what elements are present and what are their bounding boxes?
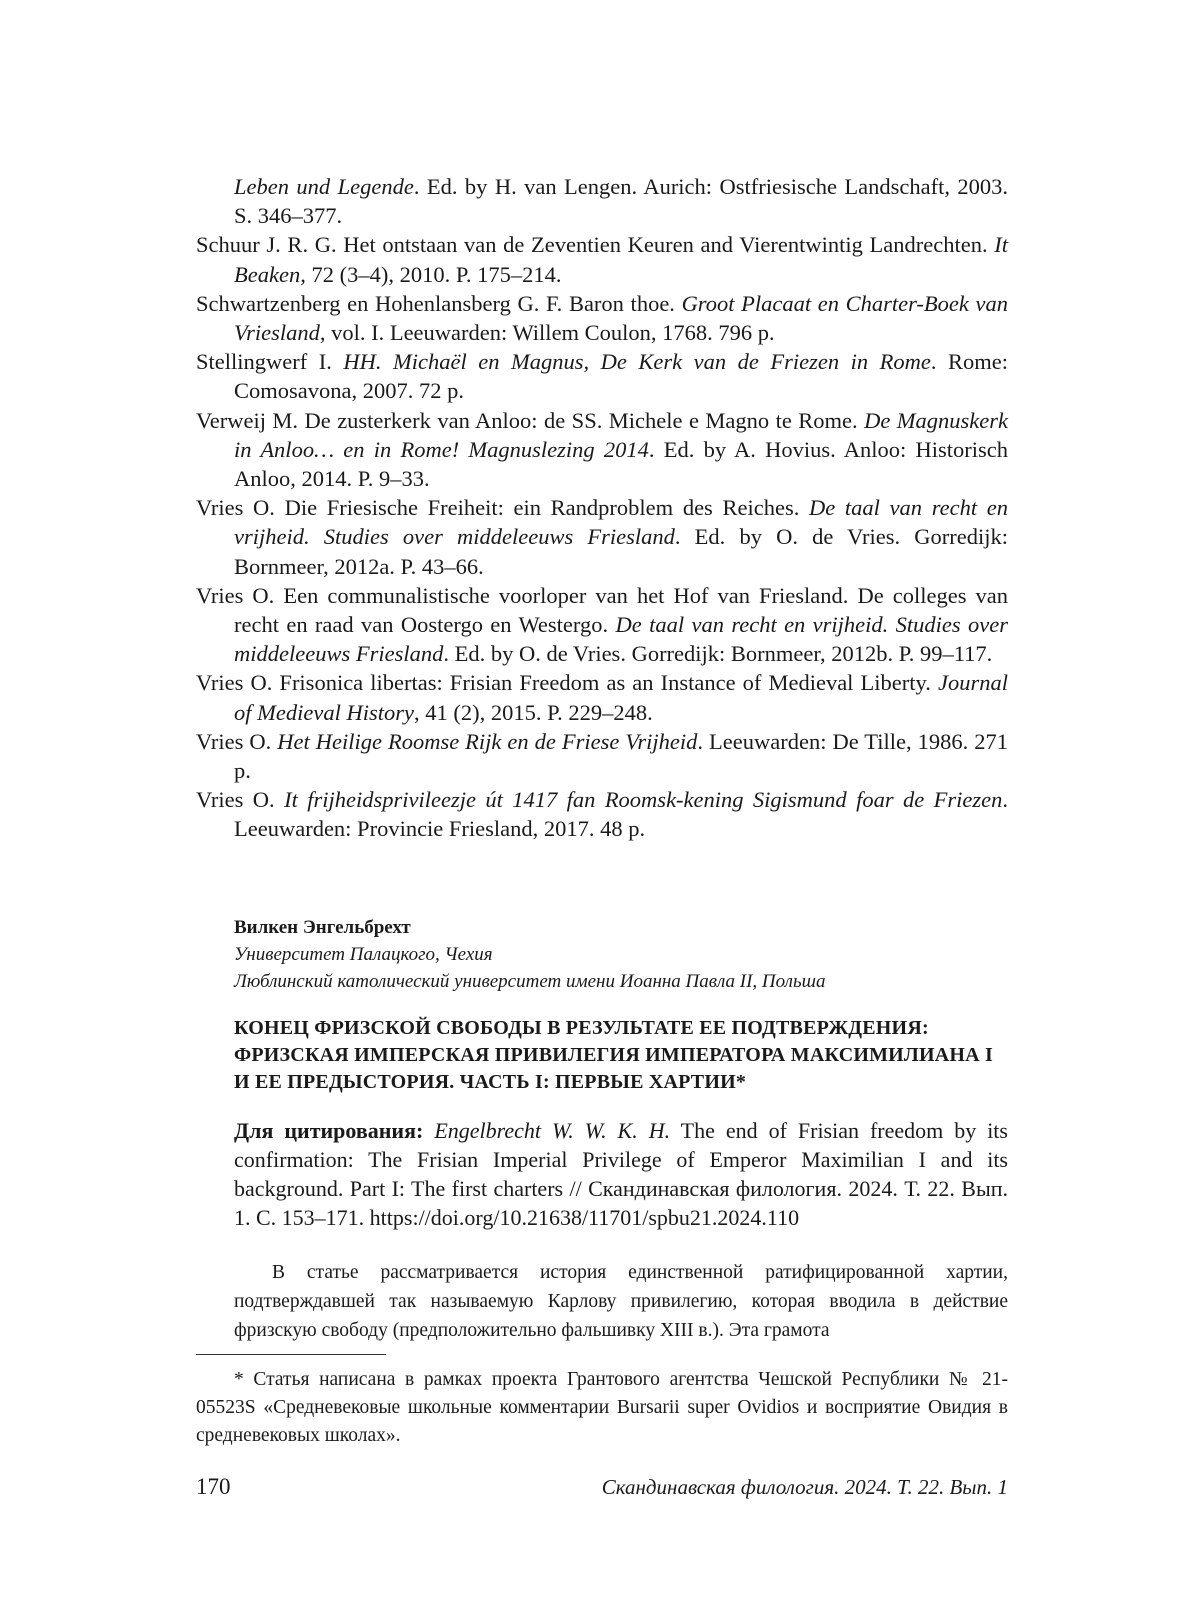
reference-list [196, 172, 1008, 844]
reference-text: 72 (3–4), 2010. P. 175–214. [305, 261, 562, 287]
author-name: Вилкен Энгельбрехт [234, 917, 411, 938]
reference-title: Leben und Legende [234, 174, 414, 199]
reference-text: Schwartzenberg en Hohenlansberg G. F. Baron thoe. [196, 290, 682, 316]
reference-entry [196, 668, 1008, 726]
reference-text: Vries O. Een communalistische voorloper van het Hof van Friesland. De colleges van recht en raad van Oostergo en Westergo. [196, 582, 1008, 638]
reference-entry [196, 785, 1008, 843]
citation-label: Для цитирования: [234, 1118, 424, 1143]
reference-entry [196, 347, 1008, 405]
reference-text: Verweij M. De zusterkerk van Anloo: de SS. Michele e Magno te Rome. [196, 407, 865, 433]
reference-text: . Rome: Comosavona, 2007. 72 p. [234, 349, 1009, 404]
reference-entry [196, 581, 1008, 669]
citation [234, 1116, 1008, 1232]
reference-text: Vries O. Die Friesische Freiheit: ein Randproblem des Reiches. [196, 495, 809, 521]
reference-text: Schuur J. R. G. Het ontstaan van de Zeventien Keuren and Vierentwintig Landrechten. [196, 232, 995, 258]
reference-text: . Ed. by O. de Vries. Gorredijk: Bornmeer, 2012a. P. 43–66. [234, 524, 1008, 579]
reference-entry [196, 289, 1008, 347]
reference-text: . Ed. by A. Hovius. Anloo: Historisch Anloo, 2014. P. 9–33. [234, 436, 1008, 492]
reference-text: . Leeuwarden: Provincie Friesland, 2017. 48 p. [234, 787, 1008, 842]
citation-text: The end of Frisian freedom by its confirmation: The Frisian Imperial Privilege of Emperor Maximilian I and its background. Part I: The first charters // Скандинавская филология. 2024. Т. 22. Вып. 1. С. 153–171. https://doi.org/10.21638/11701/spbu21.2024.110 [234, 1118, 1008, 1230]
reference-entry [196, 230, 1008, 288]
reference-text: , 41 (2), 2015. P. 229–248. [413, 699, 653, 725]
reference-title: De Magnuskerk in Anloo… en in Rome! Magnuslezing 2014 [234, 407, 1008, 462]
affiliation-2: Люблинский католический университет имени Иоанна Павла II, Польша [234, 971, 826, 992]
reference-title: It frijheidsprivileezje út 1417 fan Roomsk-kening Sigismund foar de Friezen [284, 787, 1003, 813]
reference-text: . Ed. by O. de Vries. Gorredijk: Bornmeer, 2012b. P. 99–117. [443, 641, 993, 667]
reference-text: Stellingwerf I. [196, 349, 344, 375]
reference-entry [196, 406, 1008, 494]
reference-title: De taal van recht en vrijheid. Studies over middeleeuws Friesland [234, 495, 1009, 550]
reference-entry [196, 727, 1008, 785]
article-header [234, 914, 1008, 1345]
reference-title: Het Heilige Roomse Rijk en de Friese Vrijheid [277, 728, 698, 754]
reference-title: De taal van recht en vrijheid. Studies over middeleeuws Friesland [234, 612, 1008, 667]
reference-title: Journal of Medieval History [234, 670, 1008, 725]
reference-text: Vries O. [196, 787, 285, 813]
article-title: КОНЕЦ ФРИЗСКОЙ СВОБОДЫ В РЕЗУЛЬТАТЕ ЕЕ ПОДТВЕРЖДЕНИЯ: ФРИЗСКАЯ ИМПЕРСКАЯ ПРИВИЛЕГИЯ ИМПЕРАТОРА МАКСИМИЛИАНА I И ЕЕ ПРЕДЫСТОРИЯ. ЧАСТЬ I: ПЕРВЫЕ ХАРТИИ* [234, 1017, 994, 1093]
reference-text: . Ed. by H. van Lengen. Aurich: Ostfriesische Landschaft, 2003. S. 346–377. [234, 174, 1008, 229]
reference-entry [196, 172, 1008, 230]
reference-entry [196, 493, 1008, 581]
reference-text: , vol. I. Leeuwarden: Willem Coulon, 1768. 796 p. [319, 320, 775, 346]
running-title: Скандинавская филология. 2024. Т. 22. Вып. 1 [601, 1475, 1008, 1499]
reference-title: It Beaken, [234, 232, 1008, 287]
reference-title: Groot Placaat en Charter-Boek van Vriesland [234, 290, 1008, 346]
reference-text: Vries O. [196, 728, 278, 754]
abstract: В статье рассматривается история единственной ратифицированной хартии, подтверждавшей так называемую Карлову привилегию, которая вводила в действие фризскую свободу (предположительно фальшивку XIII в.). Эта грамота [234, 1262, 1008, 1341]
affiliation-1: Университет Палацкого, Чехия [234, 944, 493, 965]
footnote-divider [196, 1354, 386, 1355]
reference-title: HH. Michaël en Magnus, De Kerk van de Friezen in Rome [343, 349, 931, 375]
reference-text: Vries O. Frisonica libertas: Frisian Freedom as an Instance of Medieval Liberty. [196, 670, 938, 696]
citation-author: Engelbrecht W. W. K. H. [434, 1118, 671, 1143]
footnote: * Статья написана в рамках проекта Грантового агентства Чешской Республики № 21-05523S «Средневековые школьные комментарии Bursarii super Ovidios и восприятие Овидия в средневековых школах». [196, 1369, 1008, 1446]
page-number: 170 [196, 1474, 231, 1499]
reference-text: . Leeuwarden: De Tille, 1986. 271 p. [234, 728, 1008, 784]
